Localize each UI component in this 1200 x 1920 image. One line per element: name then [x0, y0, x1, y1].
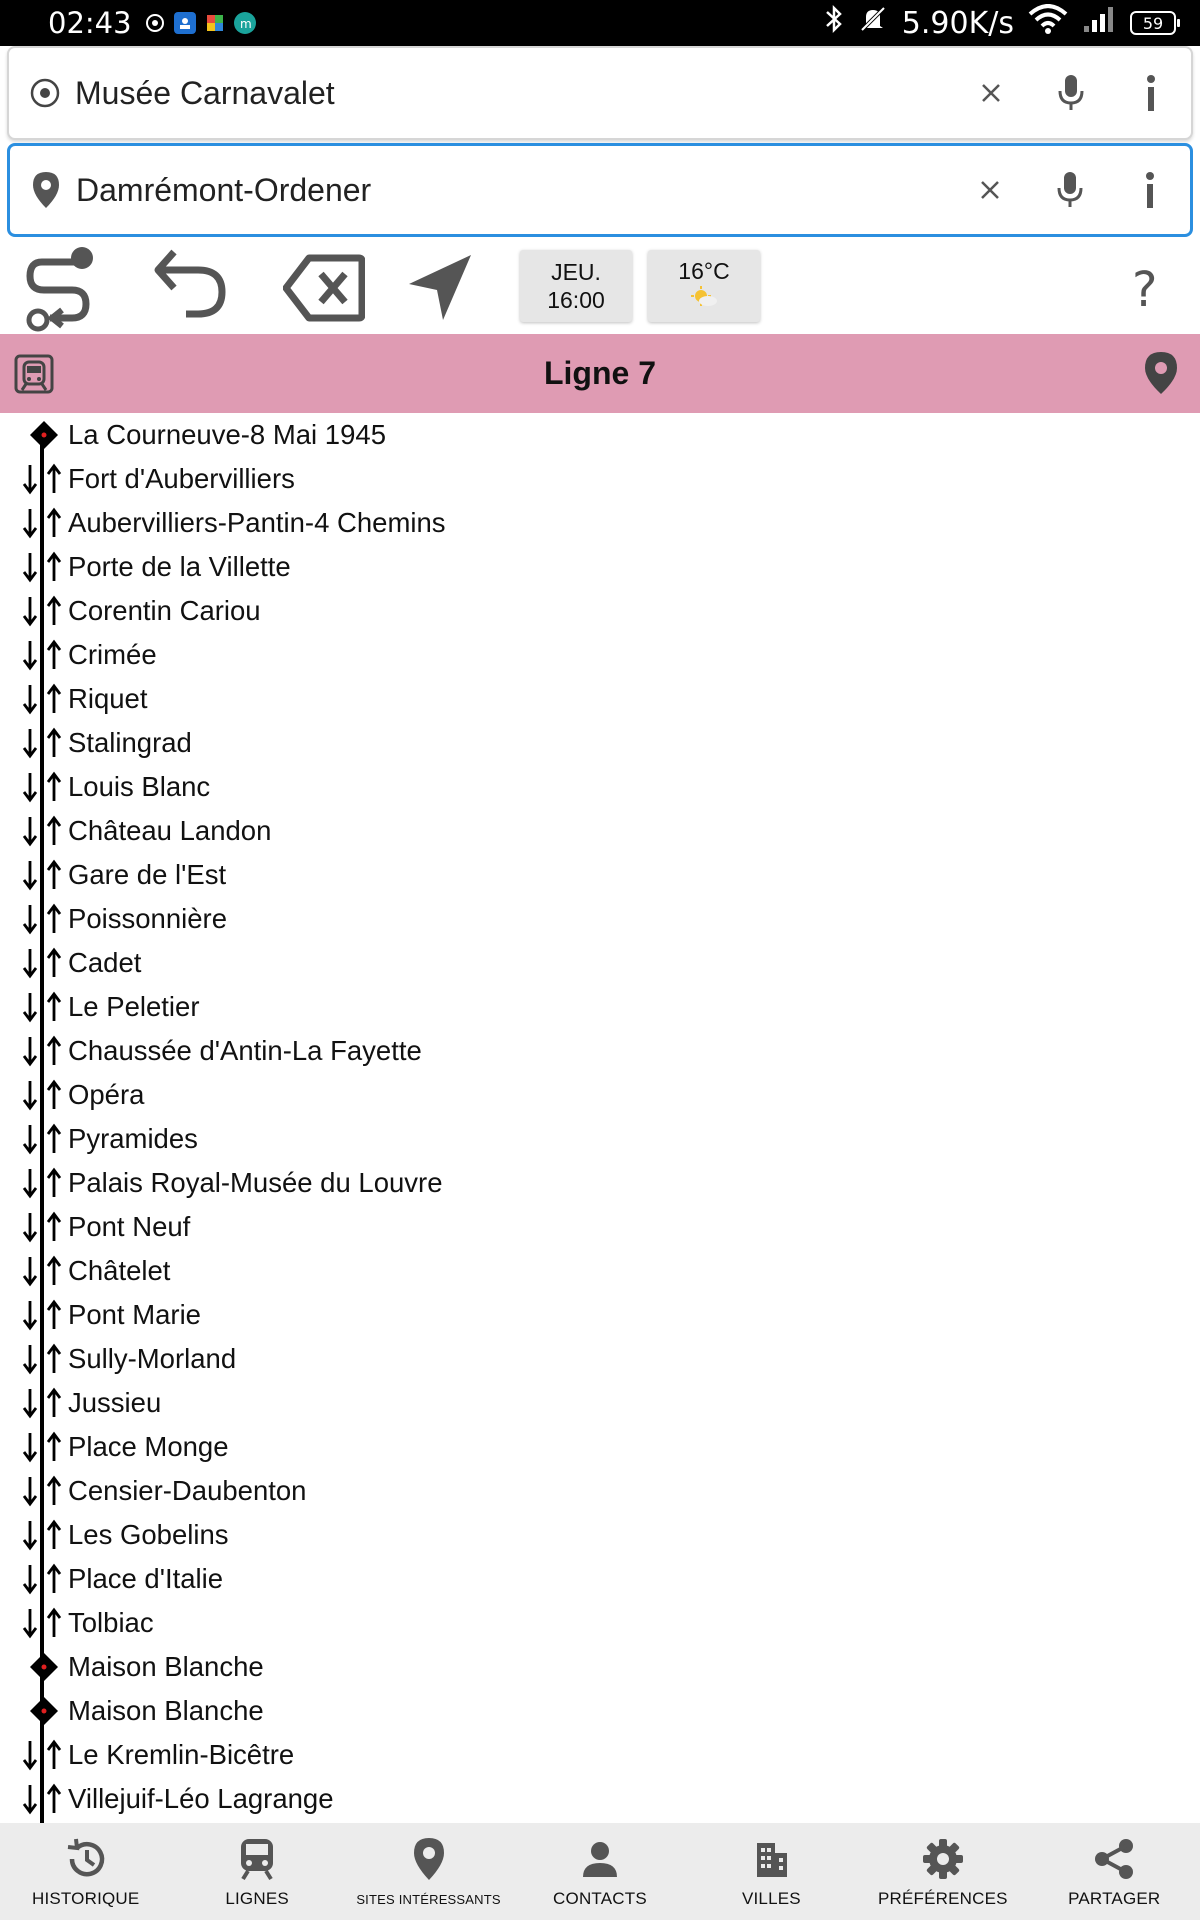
station-name: Les Gobelins	[68, 1519, 229, 1550]
origin-info-icon[interactable]	[1111, 73, 1191, 113]
nav-label: PRÉFÉRENCES	[877, 1889, 1008, 1908]
bidirectional-arrows-icon	[22, 681, 62, 717]
undo-icon[interactable]	[152, 244, 228, 320]
station-name: Palais Royal-Musée du Louvre	[68, 1167, 443, 1198]
station-row[interactable]	[0, 897, 1200, 941]
bidirectional-arrows-icon	[22, 945, 62, 981]
station-row[interactable]	[0, 457, 1200, 501]
station-name: Château Landon	[68, 815, 272, 846]
history-icon	[64, 1835, 108, 1883]
mute-icon	[858, 4, 888, 42]
station-name: Pont Marie	[68, 1299, 201, 1330]
bidirectional-arrows-icon	[22, 813, 62, 849]
station-name: Louis Blanc	[68, 771, 211, 802]
nav-item-history[interactable]	[0, 1823, 171, 1920]
nav-label: SITES INTÉRESSANTS	[356, 1892, 501, 1907]
svg-text:m: m	[239, 17, 252, 30]
bidirectional-arrows-icon	[22, 901, 62, 937]
station-name: Aubervilliers-Pantin-4 Chemins	[68, 507, 446, 538]
bidirectional-arrows-icon	[22, 1033, 62, 1069]
bidirectional-arrows-icon	[22, 1473, 62, 1509]
bidirectional-arrows-icon	[22, 1253, 62, 1289]
clear-destination-icon[interactable]	[950, 179, 1030, 201]
bidirectional-arrows-icon	[22, 1605, 62, 1641]
bidirectional-arrows-icon	[22, 1737, 62, 1773]
station-row[interactable]	[0, 589, 1200, 633]
bidirectional-arrows-icon	[22, 1297, 62, 1333]
station-name: Pont Neuf	[68, 1211, 191, 1242]
station-row[interactable]	[0, 1249, 1200, 1293]
station-row[interactable]	[0, 1337, 1200, 1381]
station-row[interactable]	[0, 985, 1200, 1029]
station-row[interactable]	[0, 1601, 1200, 1645]
notification-icons	[144, 12, 256, 34]
bluetooth-icon	[824, 4, 844, 42]
backspace-icon[interactable]	[283, 254, 365, 322]
origin-input[interactable]: Musée Carnavalet	[75, 74, 335, 111]
line-map-pin-icon[interactable]	[1144, 351, 1178, 400]
station-row[interactable]	[0, 1029, 1200, 1073]
puzzle-notification-icon	[204, 12, 226, 34]
nav-label: HISTORIQUE	[31, 1889, 140, 1908]
station-row[interactable]	[0, 413, 1200, 457]
station-row[interactable]	[0, 1733, 1200, 1777]
station-row[interactable]	[0, 1293, 1200, 1337]
station-name: Châtelet	[68, 1255, 171, 1286]
nav-item-place[interactable]	[343, 1823, 514, 1920]
nav-label: LIGNES	[225, 1889, 289, 1908]
station-row[interactable]	[0, 633, 1200, 677]
clear-origin-icon[interactable]	[951, 82, 1031, 104]
nav-item-person[interactable]	[514, 1823, 685, 1920]
station-name: Maison Blanche	[68, 1651, 264, 1682]
share-icon	[1094, 1835, 1134, 1883]
help-button[interactable]: ?	[1132, 262, 1158, 318]
station-row[interactable]	[0, 809, 1200, 853]
station-row[interactable]	[0, 1381, 1200, 1425]
bidirectional-arrows-icon	[22, 1165, 62, 1201]
bidirectional-arrows-icon	[22, 1517, 62, 1553]
station-row[interactable]	[0, 1689, 1200, 1733]
station-row[interactable]	[0, 677, 1200, 721]
destination-field[interactable]	[7, 143, 1193, 237]
network-speed: 5.90K/s	[901, 5, 1014, 41]
station-name: Gare de l'Est	[68, 859, 227, 890]
station-row[interactable]	[0, 1557, 1200, 1601]
bidirectional-arrows-icon	[22, 505, 62, 541]
status-time: 02:43	[48, 6, 132, 40]
station-name: Jussieu	[68, 1387, 162, 1418]
station-name: Porte de la Villette	[68, 551, 291, 582]
station-name: Corentin Cariou	[68, 595, 261, 626]
status-right	[824, 4, 1176, 42]
destination-pin-icon	[20, 171, 72, 209]
bidirectional-arrows-icon	[22, 1209, 62, 1245]
terminus-diamond-icon	[22, 417, 62, 453]
notification-icon	[144, 12, 166, 34]
line-header	[0, 334, 1200, 413]
destination-info-icon[interactable]	[1110, 170, 1190, 210]
bidirectional-arrows-icon	[22, 1121, 62, 1157]
bidirectional-arrows-icon	[22, 725, 62, 761]
station-name: Riquet	[68, 683, 148, 714]
metro-train-icon[interactable]	[14, 354, 54, 399]
route-icon[interactable]	[24, 242, 104, 332]
date-time-button[interactable]	[520, 250, 632, 322]
status-bar	[0, 0, 1200, 46]
bidirectional-arrows-icon	[22, 1385, 62, 1421]
station-row[interactable]	[0, 941, 1200, 985]
bidirectional-arrows-icon	[22, 1341, 62, 1377]
weather-button[interactable]	[648, 250, 760, 322]
station-row[interactable]	[0, 1513, 1200, 1557]
bidirectional-arrows-icon	[22, 857, 62, 893]
wifi-icon	[1028, 4, 1068, 42]
bidirectional-arrows-icon	[22, 1429, 62, 1465]
nav-item-train[interactable]	[171, 1823, 342, 1920]
station-name: Place Monge	[68, 1431, 229, 1462]
bottom-navigation	[0, 1823, 1200, 1920]
nav-item-share[interactable]	[1029, 1823, 1200, 1920]
station-name: Chaussée d'Antin-La Fayette	[68, 1035, 422, 1066]
station-name: Poissonnière	[68, 903, 227, 934]
station-row[interactable]	[0, 1777, 1200, 1821]
bidirectional-arrows-icon	[22, 461, 62, 497]
station-row[interactable]	[0, 765, 1200, 809]
station-name: Cadet	[68, 947, 142, 978]
station-row[interactable]	[0, 1073, 1200, 1117]
temperature-label: 16°C	[678, 258, 730, 284]
train-icon	[238, 1835, 276, 1883]
bidirectional-arrows-icon	[22, 637, 62, 673]
place-icon	[413, 1835, 445, 1883]
nav-item-gear[interactable]	[857, 1823, 1028, 1920]
app-notification-icon	[174, 12, 196, 34]
station-name: Le Peletier	[68, 991, 200, 1022]
nav-label: VILLES	[741, 1889, 801, 1908]
station-name: Villejuif-Léo Lagrange	[68, 1783, 334, 1814]
station-row[interactable]	[0, 1469, 1200, 1513]
bidirectional-arrows-icon	[22, 989, 62, 1025]
bidirectional-arrows-icon	[22, 1077, 62, 1113]
station-name: Maison Blanche	[68, 1695, 264, 1726]
station-name: Tolbiac	[68, 1607, 154, 1638]
station-row[interactable]	[0, 545, 1200, 589]
station-name: Crimée	[68, 639, 157, 670]
station-name: Censier-Daubenton	[68, 1475, 307, 1506]
destination-input[interactable]: Damrémont-Ordener	[76, 171, 372, 208]
station-list	[0, 413, 1200, 1823]
station-row[interactable]	[0, 721, 1200, 765]
terminus-diamond-icon	[22, 1693, 62, 1729]
terminus-diamond-icon	[22, 1649, 62, 1685]
station-name: La Courneuve-8 Mai 1945	[68, 419, 386, 450]
station-row[interactable]	[0, 1205, 1200, 1249]
nav-item-city[interactable]	[686, 1823, 857, 1920]
station-name: Stalingrad	[68, 727, 192, 758]
station-name: Place d'Italie	[68, 1563, 224, 1594]
gear-icon	[922, 1835, 964, 1883]
station-row[interactable]	[0, 1645, 1200, 1689]
signal-icon	[1082, 4, 1116, 42]
bidirectional-arrows-icon	[22, 549, 62, 585]
station-name: Pyramides	[68, 1123, 198, 1154]
station-row[interactable]	[0, 501, 1200, 545]
navigation-icon[interactable]	[405, 252, 475, 324]
bidirectional-arrows-icon	[22, 769, 62, 805]
metro-notification-icon	[234, 12, 256, 34]
station-name: Fort d'Aubervilliers	[68, 463, 295, 494]
nav-label: CONTACTS	[553, 1889, 647, 1908]
bidirectional-arrows-icon	[22, 593, 62, 629]
station-name: Le Kremlin-Bicêtre	[68, 1739, 295, 1770]
hour-label: 16:00	[547, 287, 605, 313]
battery-icon	[1130, 11, 1176, 35]
nav-label: PARTAGER	[1068, 1889, 1161, 1908]
person-icon	[580, 1835, 620, 1883]
origin-field[interactable]	[7, 46, 1193, 140]
origin-mic-icon[interactable]	[1031, 73, 1111, 113]
origin-radio-icon	[19, 77, 71, 109]
bidirectional-arrows-icon	[22, 1561, 62, 1597]
day-label: JEU.	[551, 259, 601, 285]
destination-mic-icon[interactable]	[1030, 170, 1110, 210]
station-row[interactable]	[0, 1117, 1200, 1161]
bidirectional-arrows-icon	[22, 1781, 62, 1817]
station-row[interactable]	[0, 853, 1200, 897]
city-icon	[751, 1835, 791, 1883]
station-row[interactable]	[0, 1161, 1200, 1205]
line-title: Ligne 7	[543, 355, 656, 391]
station-row[interactable]	[0, 1425, 1200, 1469]
weather-sun-icon	[689, 285, 719, 315]
battery-level: 59	[1142, 13, 1164, 33]
station-name: Opéra	[68, 1079, 145, 1110]
station-name: Sully-Morland	[68, 1343, 237, 1374]
